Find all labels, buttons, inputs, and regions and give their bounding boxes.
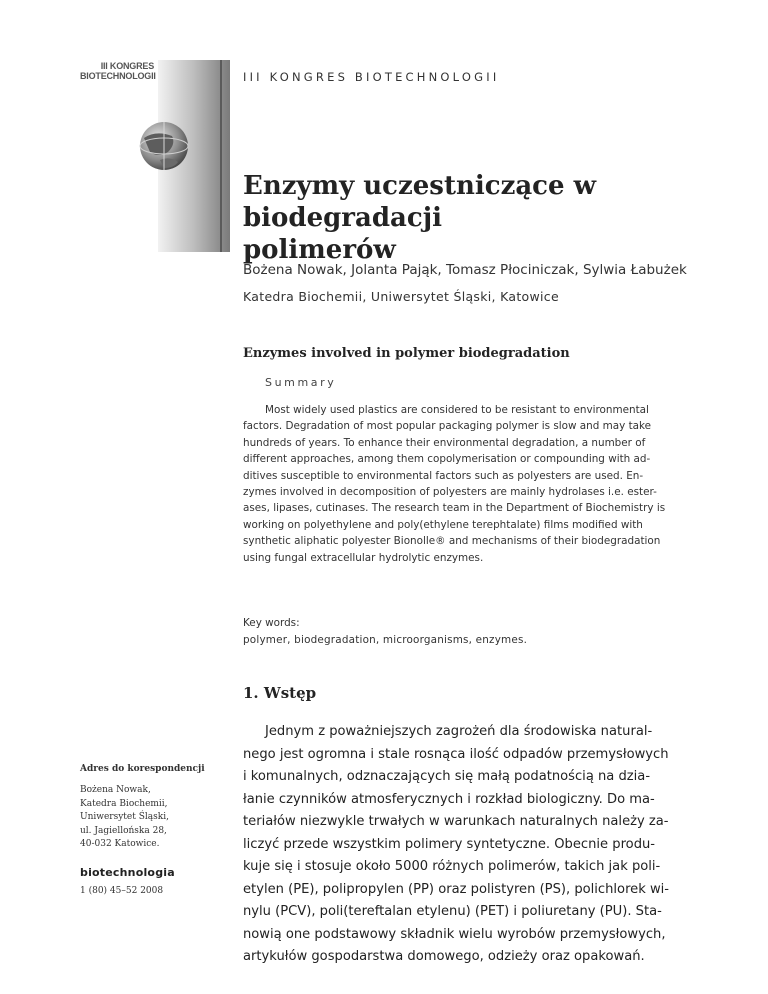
summary-line: hundreds of years. To enhance their environmental degradation, a number of: [243, 436, 646, 449]
keywords-label: Key words:: [243, 617, 300, 629]
address-line: ul. Jagiellońska 28,: [80, 825, 167, 836]
journal-header: III KONGRES BIOTECHNOLOGII: [243, 70, 500, 84]
affiliation: Katedra Biochemii, Uniwersytet Śląski, Katowice: [243, 289, 559, 304]
title-line-2: polimerów: [243, 235, 396, 265]
summary-line: using fungal extracellular hydrolytic enzymes.: [243, 551, 484, 564]
body-line: łanie czynników atmosferycznych i rozkład biologiczny. Do ma-: [243, 791, 655, 807]
authors: Bożena Nowak, Jolanta Pająk, Tomasz Płociniczak, Sylwia Łabużek: [243, 262, 687, 278]
body-line: nego jest ogromna i stale rosnąca ilość odpadów przemysłowych: [243, 746, 669, 762]
logo-line-2: BIOTECHNOLOGII: [80, 71, 156, 81]
journal-name: biotechnologia: [80, 865, 175, 879]
summary-line: working on polyethylene and poly(ethylene terephtalate) films modified with: [243, 518, 643, 531]
section-body: [243, 721, 715, 969]
body-line: etylen (PE), polipropylen (PP) oraz polistyren (PS), polichlorek wi-: [243, 881, 670, 897]
body-line: Jednym z poważniejszych zagrożeń dla środowiska natural-: [265, 724, 653, 739]
body-line: nylu (PCV), poli(tereftalan etylenu) (PET) i poliuretany (PU). Sta-: [243, 904, 662, 920]
section-heading: 1. Wstęp: [243, 684, 317, 702]
keywords: polymer, biodegradation, microorganisms, enzymes.: [243, 634, 528, 646]
summary-line: factors. Degradation of most popular packaging polymer is slow and may take: [243, 420, 652, 433]
summary-line: different approaches, among them copolymerisation or compounding with ad-: [243, 453, 651, 466]
address-line: Katedra Biochemii,: [80, 798, 168, 809]
journal-issue: 1 (80) 45–52 2008: [80, 885, 164, 896]
summary-line: zymes involved in decomposition of polyesters are mainly hydrolases i.e. ester-: [243, 486, 657, 499]
address-line: Bożena Nowak,: [80, 785, 151, 795]
address-line: 40-032 Katowice.: [80, 839, 160, 849]
globe-logo-icon: [80, 52, 230, 252]
summary-line: ditives susceptible to environmental factors such as polyesters are used. En-: [243, 469, 644, 482]
summary-line: synthetic aliphatic polyester Bionolle® and mechanisms of their biodegradation: [243, 535, 661, 548]
summary-text: [243, 402, 715, 566]
body-line: teriałów niezwykle trwałych w warunkach naturalnych należy za-: [243, 814, 669, 830]
summary-label: Summary: [265, 376, 337, 389]
body-line: liczyć przede wszystkim polimery syntetyczne. Obecnie produ-: [243, 836, 656, 852]
article-title: [243, 170, 713, 266]
body-line: nowią one podstawowy składnik wielu wyrobów przemysłowych,: [243, 926, 666, 942]
correspondence-address: [80, 784, 230, 852]
body-line: kuje się i stosuje około 5000 różnych polimerów, takich jak poli-: [243, 859, 661, 875]
english-title: Enzymes involved in polymer biodegradation: [243, 346, 570, 361]
body-line: i komunalnych, odznaczających się małą podatnością na dzia-: [243, 769, 651, 785]
body-line: artykułów gospodarstwa domowego, odzieży oraz opakowań.: [243, 949, 645, 965]
logo-line-1: III KONGRES: [100, 61, 154, 71]
address-line: Uniwersytet Śląski,: [80, 812, 169, 822]
correspondence-sidebar: [80, 764, 230, 896]
summary-line: ases, lipases, cutinases. The research team in the Department of Biochemistry is: [243, 502, 666, 515]
summary-line: Most widely used plastics are considered to be resistant to environmental: [265, 404, 649, 416]
title-line-1: Enzymy uczestniczące w biodegradacji: [243, 171, 596, 233]
correspondence-label: Adres do korespondencji: [80, 764, 205, 774]
